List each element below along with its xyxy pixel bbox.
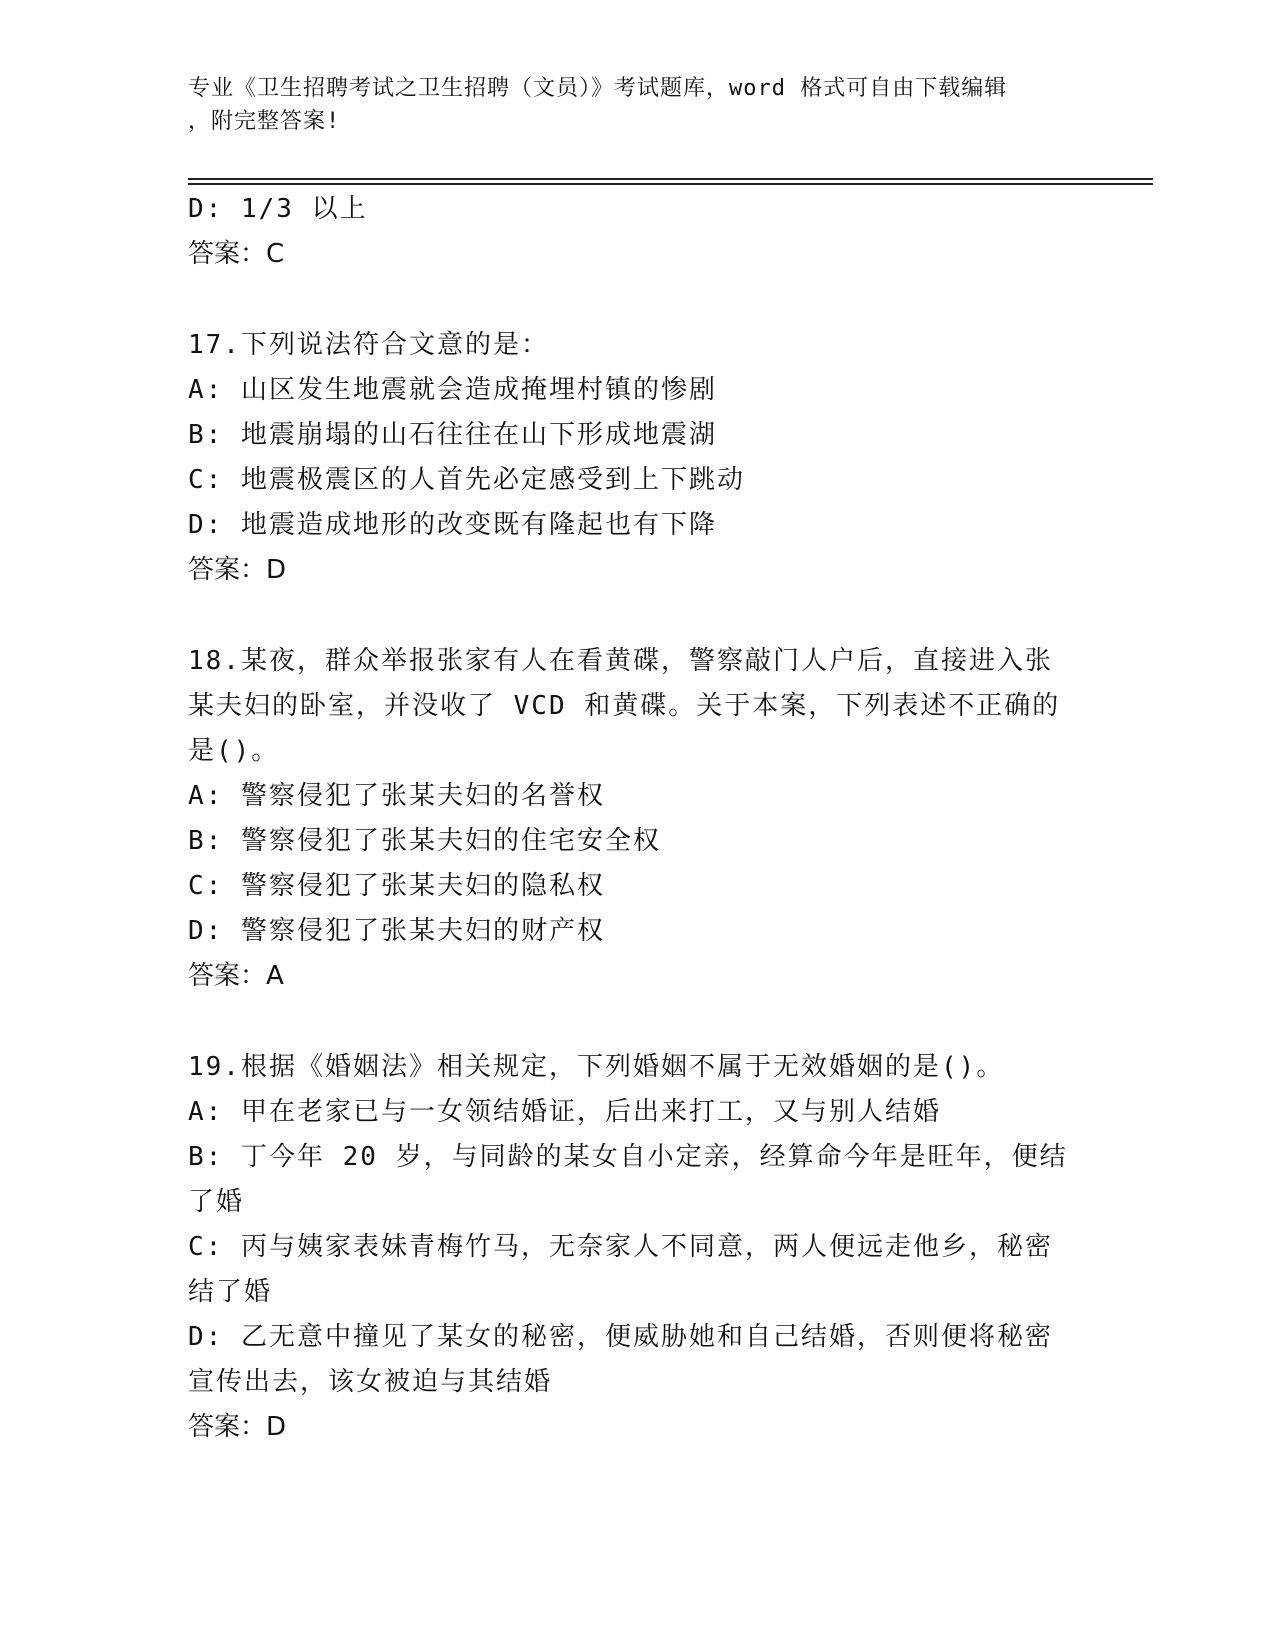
option-d-line-2: 宣传出去，该女被迫与其结婚 [188, 1367, 553, 1397]
page-header [188, 72, 1088, 138]
header-divider-top [188, 178, 1153, 180]
option-c: C: 警察侵犯了张某夫妇的隐私权 [188, 871, 605, 901]
question-19 [188, 1045, 1188, 1450]
question-stem: 19.根据《婚姻法》相关规定，下列婚姻不属于无效婚姻的是()。 [188, 1052, 1005, 1082]
answer-line: 答案：C [188, 239, 285, 269]
option-b: B: 地震崩塌的山石往往在山下形成地震湖 [188, 420, 717, 450]
option-a: A: 甲在老家已与一女领结婚证，后出来打工，又与别人结婚 [188, 1097, 941, 1127]
option-a: A: 山区发生地震就会造成掩埋村镇的惨剧 [188, 375, 717, 405]
option-d-line-1: D: 乙无意中撞见了某女的秘密，便威胁她和自己结婚，否则便将秘密 [188, 1322, 1053, 1352]
header-divider-bottom [188, 183, 1153, 185]
question-stem-line-1: 18.某夜，群众举报张家有人在看黄碟，警察敲门人户后，直接进入张 [188, 646, 1053, 676]
header-line-2: ，附完整答案! [188, 109, 341, 134]
option-b-line-2: 了婚 [188, 1187, 245, 1217]
option-d: D: 1/3 以上 [188, 194, 368, 224]
answer-line: 答案：D [188, 555, 287, 585]
answer-line: 答案：D [188, 1412, 287, 1442]
question-17 [188, 323, 1188, 593]
question-stem-line-2: 某夫妇的卧室，并没收了 VCD 和黄碟。关于本案，下列表述不正确的 [188, 691, 1061, 721]
option-d: D: 地震造成地形的改变既有隆起也有下降 [188, 510, 717, 540]
option-c-line-1: C: 丙与姨家表妹青梅竹马，无奈家人不同意，两人便远走他乡，秘密 [188, 1232, 1053, 1262]
option-b-line-1: B: 丁今年 20 岁，与同龄的某女自小定亲，经算命今年是旺年，便结 [188, 1142, 1068, 1172]
answer-line: 答案：A [188, 961, 284, 991]
question-stem-line-3: 是()。 [188, 736, 280, 766]
option-a: A: 警察侵犯了张某夫妇的名誉权 [188, 781, 605, 811]
option-b: B: 警察侵犯了张某夫妇的住宅安全权 [188, 826, 661, 856]
question-stem: 17.下列说法符合文意的是： [188, 330, 549, 360]
previous-question-tail [188, 187, 1188, 277]
header-line-1: 专业《卫生招聘考试之卫生招聘（文员）》考试题库，word 格式可自由下载编辑 [188, 76, 1008, 101]
option-d: D: 警察侵犯了张某夫妇的财产权 [188, 916, 605, 946]
question-18 [188, 639, 1188, 999]
option-c: C: 地震极震区的人首先必定感受到上下跳动 [188, 465, 745, 495]
option-c-line-2: 结了婚 [188, 1277, 273, 1307]
question-list [188, 187, 1188, 1450]
